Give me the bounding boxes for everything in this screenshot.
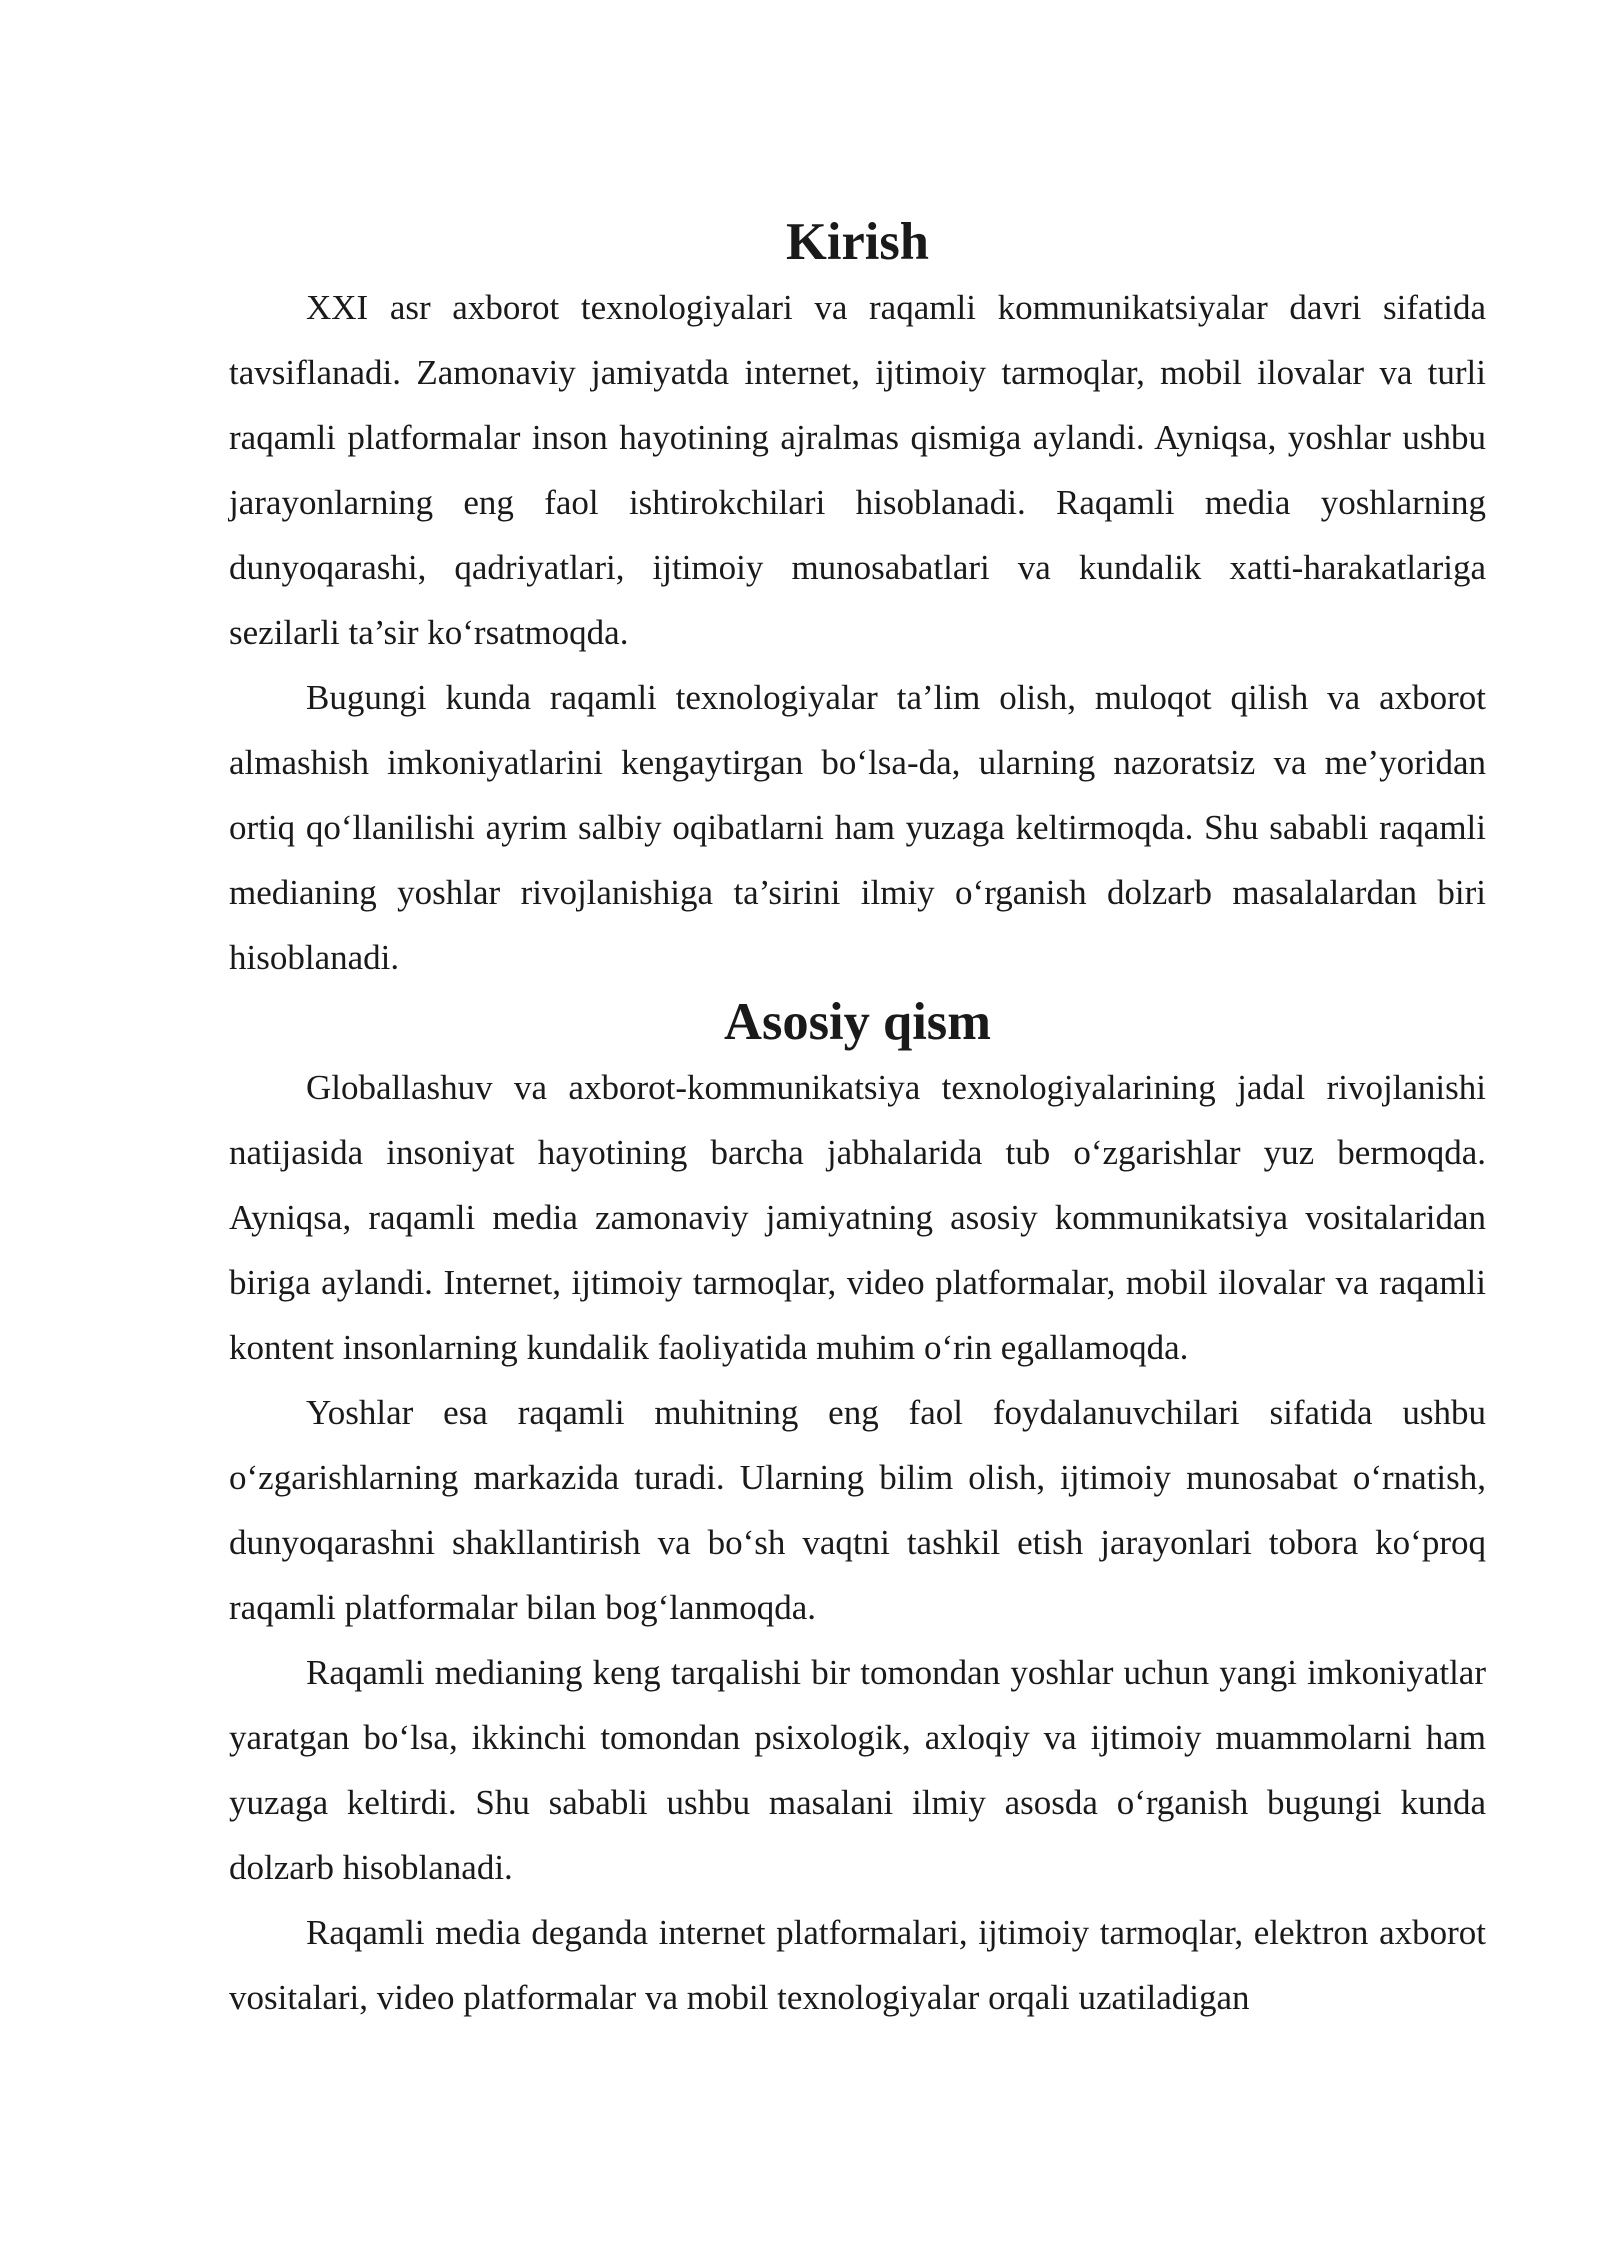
main-paragraph-4: Raqamli media deganda internet platformalari, ijtimoiy tarmoqlar, elektron axborot vositalari, video platformalar va mobil texnologiyalar orqali uzatiladigan — [229, 1913, 1486, 2017]
document-page — [229, 210, 1486, 2030]
main-paragraph-2: Yoshlar esa raqamli muhitning eng faol foydalanuvchilari sifatida ushbu o‘zgarishlarning markazida turadi. Ularning bilim olish, ijtimoiy munosabat o‘rnatish, dunyoqarashni shakllantirish va bo‘sh vaqtni tashkil etish jarayonlari tobora ko‘proq raqamli platformalar bilan bog‘lanmoqda. — [229, 1393, 1486, 1627]
section-heading-kirish: Kirish — [786, 213, 929, 271]
section-heading-asosiy-qism: Asosiy qism — [724, 993, 991, 1051]
intro-paragraph-1: XXI asr axborot texnologiyalari va raqamli kommunikatsiyalar davri sifatida tavsiflanadi. Zamonaviy jamiyatda internet, ijtimoiy tarmoqlar, mobil ilovalar va turli raqamli platformalar inson hayotining ajralmas qismiga aylandi. Ayniqsa, yoshlar ushbu jarayonlarning eng faol ishtirokchilari hisoblanadi. Raqamli media yoshlarning dunyoqarashi, qadriyatlari, ijtimoiy munosabatlari va kundalik xatti-harakatlariga sezilarli ta’sir ko‘rsatmoqda. — [229, 288, 1486, 652]
main-paragraph-1: Globallashuv va axborot-kommunikatsiya texnologiyalarining jadal rivojlanishi natijasida insoniyat hayotining barcha jabhalarida tub o‘zgarishlar yuz bermoqda. Ayniqsa, raqamli media zamonaviy jamiyatning asosiy kommunikatsiya vositalaridan biriga aylandi. Internet, ijtimoiy tarmoqlar, video platformalar, mobil ilovalar va raqamli kontent insonlarning kundalik faoliyatida muhim o‘rin egallamoqda. — [229, 1068, 1486, 1367]
intro-paragraph-2: Bugungi kunda raqamli texnologiyalar ta’lim olish, muloqot qilish va axborot almashish imkoniyatlarini kengaytirgan bo‘lsa-da, ularning nazoratsiz va me’yoridan ortiq qo‘llanilishi ayrim salbiy oqibatlarni ham yuzaga keltirmoqda. Shu sababli raqamli medianing yoshlar rivojlanishiga ta’sirini ilmiy o‘rganish dolzarb masalalardan biri hisoblanadi. — [229, 678, 1486, 977]
main-paragraph-3: Raqamli medianing keng tarqalishi bir tomondan yoshlar uchun yangi imkoniyatlar yaratgan bo‘lsa, ikkinchi tomondan psixologik, axloqiy va ijtimoiy muammolarni ham yuzaga keltirdi. Shu sababli ushbu masalani ilmiy asosda o‘rganish bugungi kunda dolzarb hisoblanadi. — [229, 1653, 1486, 1887]
